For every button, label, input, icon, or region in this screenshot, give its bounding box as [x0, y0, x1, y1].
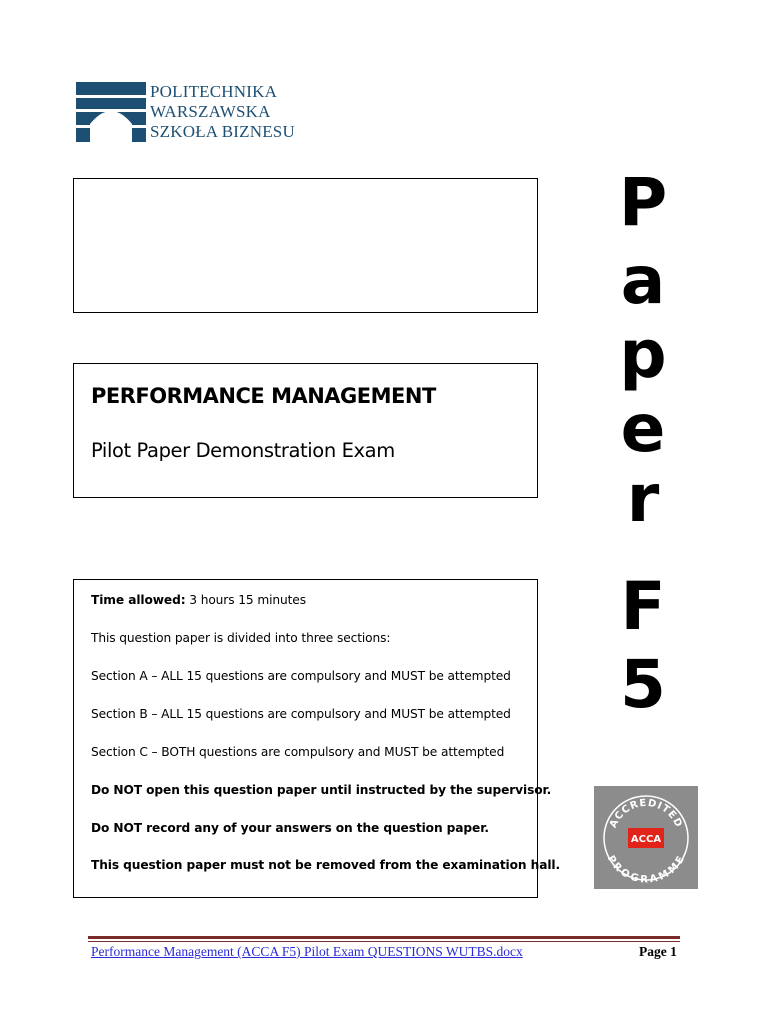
- side-letter-e: e: [620, 390, 666, 467]
- sections-intro: This question paper is divided into three sections:: [91, 631, 391, 645]
- school-name-line-3: SZKOŁA BIZNESU: [150, 122, 295, 141]
- badge-ring-top: ACCREDITED: [607, 797, 685, 830]
- acca-accredited-badge: [594, 786, 698, 889]
- school-name: [150, 82, 295, 142]
- school-name-line-2: WARSZAWSKA: [150, 102, 271, 121]
- title-box: [73, 363, 538, 498]
- time-allowed: [91, 593, 306, 607]
- school-name-line-1: POLITECHNIKA: [150, 82, 278, 101]
- bridge-logo-icon: [74, 80, 146, 142]
- side-letter-r: r: [626, 460, 660, 537]
- removal-warning: This question paper must not be removed from the examination hall.: [91, 858, 560, 872]
- time-allowed-value: 3 hours 15 minutes: [189, 593, 306, 607]
- side-letter-p: P: [618, 164, 668, 241]
- badge-acca-text: ACCA: [630, 834, 662, 845]
- time-allowed-label: Time allowed:: [91, 593, 186, 607]
- svg-text:PROGRAMME: [605, 854, 688, 886]
- section-a-note: Section A – ALL 15 questions are compulsory and MUST be attempted: [91, 669, 511, 683]
- instructions-box: [73, 579, 560, 898]
- school-logo: [74, 80, 334, 146]
- section-c-note: Section C – BOTH questions are compulsory and MUST be attempted: [91, 745, 505, 759]
- footer-rule: [88, 936, 680, 939]
- side-letter-5: 5: [620, 646, 666, 723]
- side-letter-f: F: [620, 568, 666, 645]
- side-letter-p2: p: [619, 316, 667, 393]
- section-b-note: Section B – ALL 15 questions are compulsory and MUST be attempted: [91, 707, 511, 721]
- svg-text:ACCREDITED: [608, 798, 684, 830]
- side-letter-a: a: [620, 242, 666, 319]
- exam-subtitle: Pilot Paper Demonstration Exam: [91, 439, 395, 462]
- badge-ring-bottom: PROGRAMME: [604, 853, 688, 886]
- footer-rule-thin: [88, 941, 680, 942]
- exam-title: PERFORMANCE MANAGEMENT: [91, 384, 436, 408]
- footer-file-link[interactable]: Performance Management (ACCA F5) Pilot Exam QUESTIONS WUTBS.docx: [91, 944, 523, 959]
- record-warning: Do NOT record any of your answers on the question paper.: [91, 821, 489, 835]
- acca-seal-icon: [594, 786, 698, 889]
- footer-page-number: Page 1: [639, 944, 677, 959]
- candidate-details-box: [73, 178, 538, 313]
- open-warning: Do NOT open this question paper until instructed by the supervisor.: [91, 783, 552, 797]
